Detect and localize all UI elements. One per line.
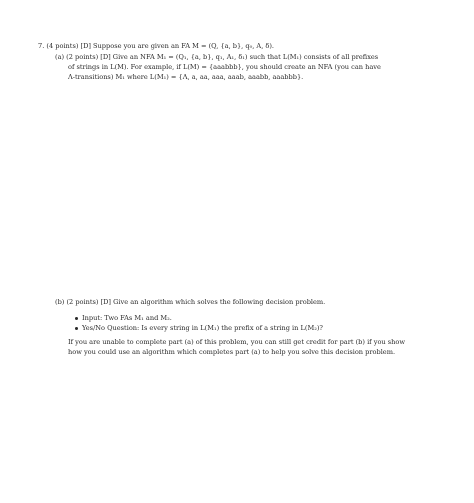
part-b-note-line-2: how you could use an algorithm which completes part (a) to help you solve this decision problem. [68,348,396,356]
bullet-icon [75,317,78,320]
part-b-bullet-question: Yes/No Question: Is every string in L(M₁) the prefix of a string in L(M₂)? [82,324,323,332]
part-b-header: (b) (2 points) [D] Give an algorithm which solves the following decision problem. [55,298,326,306]
part-a-line-3: Λ-transitions) M₁ where L(M₁) = {Λ, a, aa, aaa, aaab, aaabb, aaabbb}. [68,73,304,81]
part-a-line-1: (a) (2 points) [D] Give an NFA M₁ = (Q₁, {a, b}, q₁, A₁, δ₁) such that L(M₁) consists of all prefixes [55,53,379,61]
bullet-icon [75,327,78,330]
part-a-line-2: of strings in L(M). For example, if L(M) = {aaabbb}, you should create an NFA (you can have [68,63,381,71]
part-b-note-line-1: If you are unable to complete part (a) of this problem, you can still get credit for part (b) if you show [68,338,406,346]
part-b-bullet-input: Input: Two FAs M₁ and M₂. [82,314,172,322]
problem-header: 7. (4 points) [D] Suppose you are given an FA M = (Q, {a, b}, q₀, A, δ). [38,42,275,50]
